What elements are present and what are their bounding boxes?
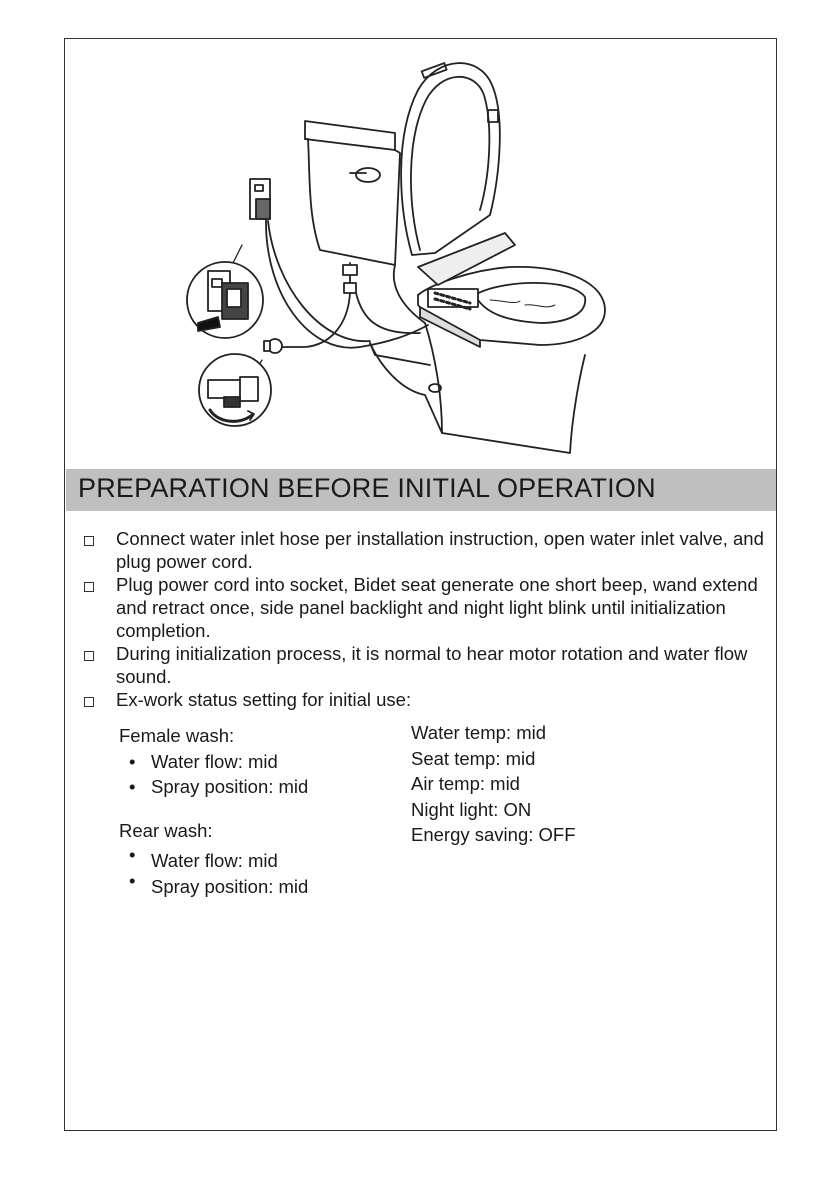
checkbox-bullet-icon: [84, 697, 94, 707]
wall-outlet-icon: [250, 179, 270, 219]
air-temp: Air temp: mid: [411, 773, 520, 794]
female-water-flow: • Water flow: mid: [119, 749, 379, 775]
step-text: During initialization process, it is normal to hear motor rotation and water flow sound.: [116, 643, 748, 687]
night-light: Night light: ON: [411, 798, 532, 820]
seat-temp: Seat temp: mid: [411, 747, 536, 769]
checkbox-bullet-icon: [84, 582, 94, 592]
list-item: [84, 573, 764, 642]
section-title: PREPARATION BEFORE INITIAL OPERATION: [78, 473, 656, 503]
installation-illustration: [180, 55, 620, 455]
section-banner: [66, 469, 776, 511]
rear-spray-position: • Spray position: mid: [119, 874, 379, 900]
energy-saving: Energy saving: OFF: [411, 824, 576, 845]
step-text: Plug power cord into socket, Bidet seat generate one short beep, wand extend and retract once, side panel backlight and night light blink until initialization completion.: [116, 574, 758, 641]
water-supply-hose: [264, 263, 420, 353]
female-spray-position: • Spray position: mid: [119, 774, 379, 800]
step-text: Connect water inlet hose per installation instruction, open water inlet valve, and plug power cord.: [116, 528, 764, 572]
rear-wash-group: [119, 818, 379, 900]
step-text: Ex-work status setting for initial use:: [116, 689, 412, 710]
rear-water-flow: • Water flow: mid: [119, 848, 379, 874]
female-wash-title: Female wash:: [119, 725, 235, 746]
list-item: [84, 527, 764, 573]
wash-settings: [119, 723, 379, 899]
list-item: [84, 642, 764, 688]
checkbox-bullet-icon: [84, 651, 94, 661]
bidet-lid: [401, 63, 515, 285]
water-temp: Water temp: mid: [411, 722, 547, 743]
valve-callout-icon: [199, 354, 271, 426]
list-item: [84, 688, 764, 711]
rear-wash-title: Rear wash:: [119, 819, 213, 841]
general-settings: [411, 720, 711, 848]
plug-callout-icon: [187, 262, 263, 338]
toilet-tank: [305, 121, 400, 265]
steps-list: [84, 527, 764, 711]
checkbox-bullet-icon: [84, 536, 94, 546]
